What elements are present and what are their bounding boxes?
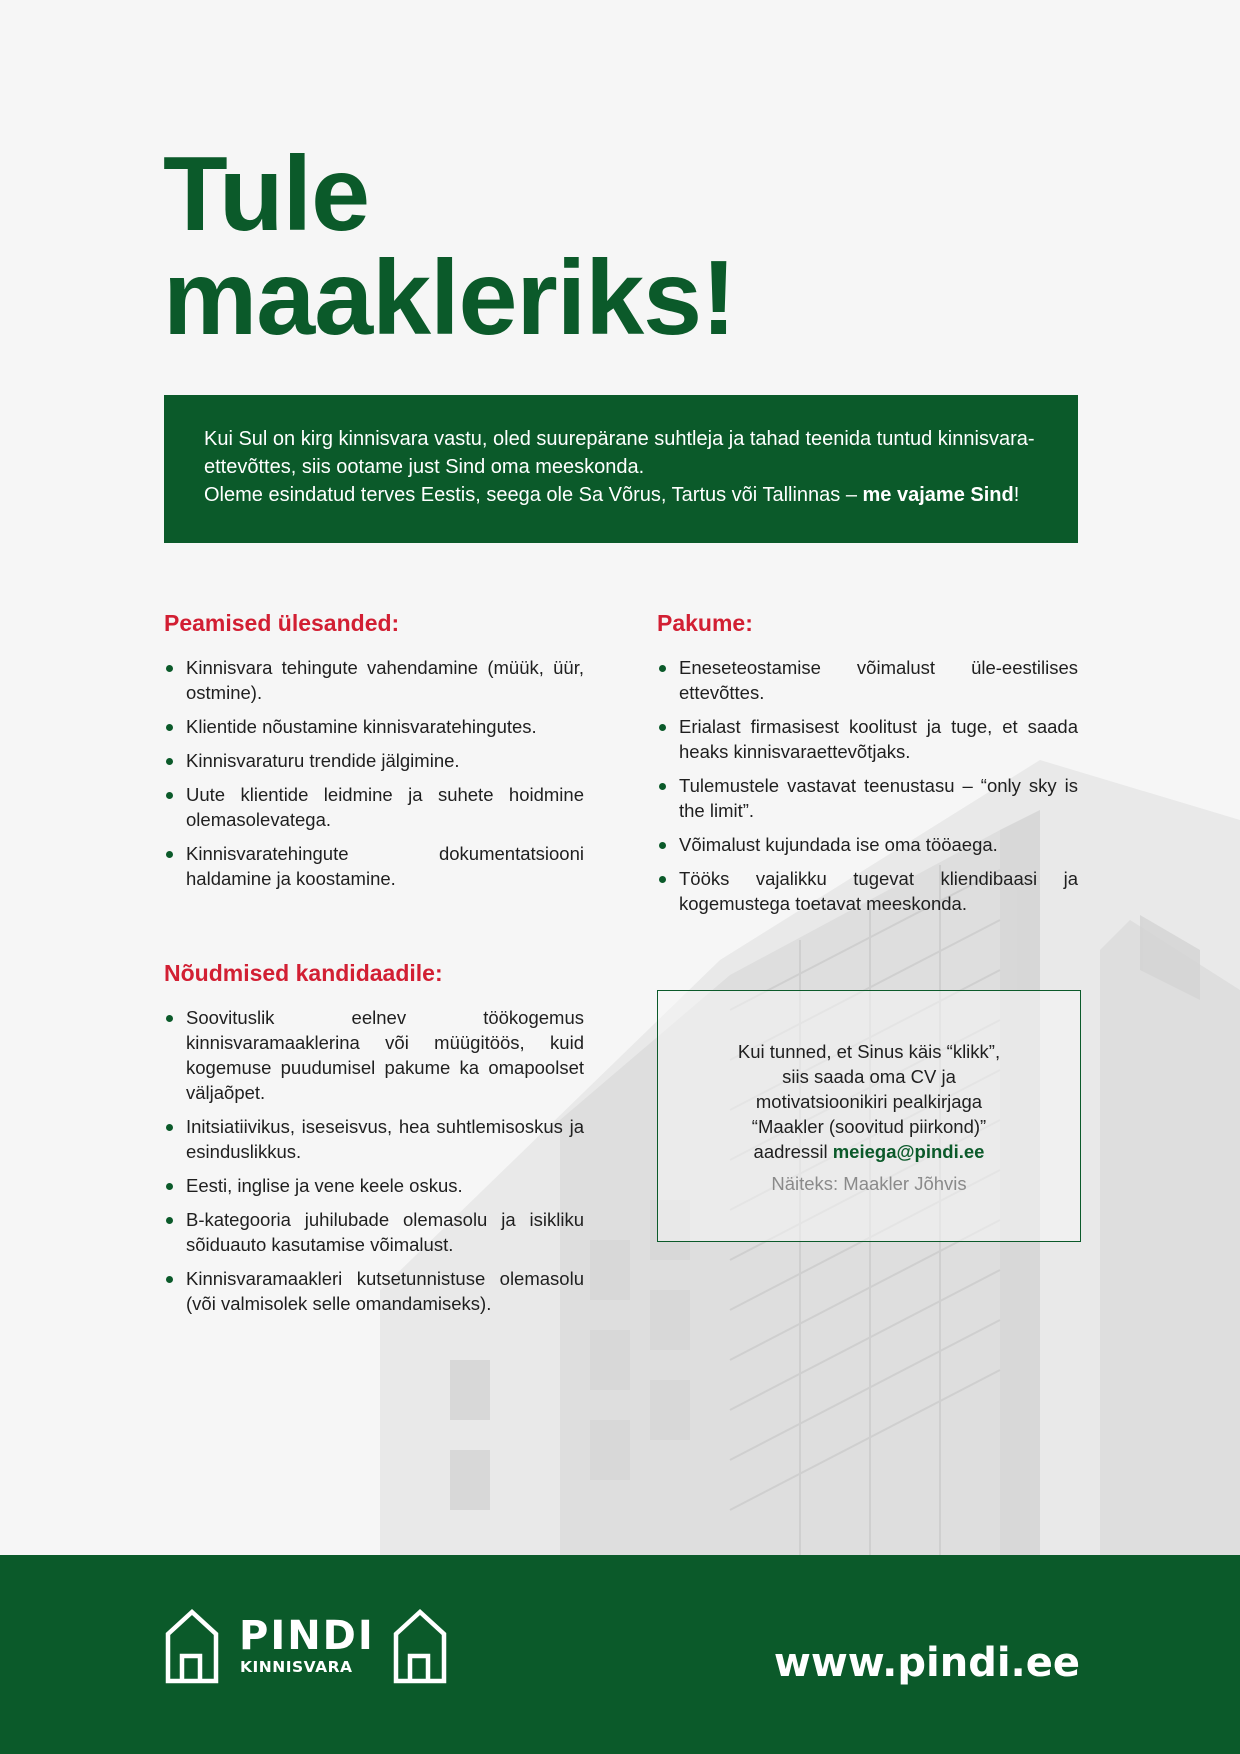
requirements-heading: Nõudmised kandidaadile: [164, 960, 443, 986]
intro-paragraph-2 [204, 481, 1038, 509]
headline-line-1: Tule [163, 135, 370, 253]
apply-example: Näiteks: Maakler Jõhvis [771, 1173, 967, 1194]
apply-line-3: motivatsioonikiri pealkirjaga [755, 1091, 983, 1112]
footer-bar [0, 1555, 1240, 1754]
website-link[interactable]: www.pindi.ee [773, 1640, 1080, 1686]
list-item: Võimalust kujundada ise oma tööaega. [657, 832, 1078, 857]
list-item: Kinnisvaramaakleri kutsetunnistuse olemasolu (või valmisolek selle omandamiseks). [164, 1266, 584, 1316]
list-item: Eesti, inglise ja vene keele oskus. [164, 1173, 584, 1198]
list-item: Erialast firmasisest koolitust ja tuge, et saada heaks kinnisvaraettevõtjaks. [657, 714, 1078, 764]
list-item: Uute klientide leidmine ja suhete hoidmine olemasolevatega. [164, 782, 584, 832]
tasks-list [164, 655, 584, 891]
logo-brand-subtitle: KINNISVARA [240, 1658, 353, 1676]
intro-box [164, 395, 1078, 543]
intro-exclamation: ! [1013, 484, 1020, 506]
requirements-list [164, 1005, 584, 1316]
tasks-heading: Peamised ülesanded: [164, 610, 400, 636]
list-item: Tulemustele vastavat teenustasu – “only sky is the limit”. [657, 773, 1078, 823]
page-headline [163, 135, 736, 357]
headline-line-2: maakleriks! [163, 239, 736, 357]
email-link[interactable]: meiega@pindi.ee [832, 1141, 985, 1162]
apply-line-1: Kui tunned, et Sinus käis “klikk”, [737, 1041, 1001, 1062]
offer-heading: Pakume: [657, 610, 753, 636]
apply-line-2: siis saada oma CV ja [782, 1066, 956, 1087]
requirements-section [164, 960, 584, 1325]
pindi-logo[interactable] [165, 1608, 455, 1688]
apply-box [657, 990, 1081, 1242]
offer-list [657, 655, 1078, 916]
house-icon [393, 1608, 447, 1684]
list-item: Klientide nõustamine kinnisvaratehingutes. [164, 714, 584, 739]
intro-emphasis: me vajame Sind [862, 484, 1014, 506]
intro-paragraph-2-text: Oleme esindatud terves Eestis, seega ole Sa Võrus, Tartus või Tallinnas – [204, 484, 863, 506]
list-item: Eneseteostamise võimalust üle-eestilises ettevõttes. [657, 655, 1078, 705]
tasks-section [164, 610, 584, 900]
list-item: Tööks vajalikku tugevat kliendibaasi ja kogemustega toetavat meeskonda. [657, 866, 1078, 916]
logo-brand-name: PINDI [239, 1613, 375, 1659]
list-item: Kinnisvaratehingute dokumentatsiooni haldamine ja koostamine. [164, 841, 584, 891]
house-icon [165, 1608, 219, 1684]
list-item: Kinnisvara tehingute vahendamine (müük, üür, ostmine). [164, 655, 584, 705]
apply-address-line [658, 1139, 1080, 1164]
list-item: Kinnisvaraturu trendide jälgimine. [164, 748, 584, 773]
list-item: Soovituslik eelnev töökogemus kinnisvaramaaklerina või müügitöös, kuid kogemuse puudumisel pakume ka omapoolset väljaõpet. [164, 1005, 584, 1105]
list-item: Initsiatiivikus, iseseisvus, hea suhtlemisoskus ja esinduslikkus. [164, 1114, 584, 1164]
apply-address-prefix: aadressil [753, 1141, 833, 1162]
apply-subject: “Maakler (soovitud piirkond)” [751, 1116, 987, 1137]
offer-section [657, 610, 1078, 925]
list-item: B-kategooria juhilubade olemasolu ja isikliku sõiduauto kasutamise võimalust. [164, 1207, 584, 1257]
intro-paragraph-1: Kui Sul on kirg kinnisvara vastu, oled suurepärane suhtleja ja tahad teenida tuntud kinnisvara-ettevõttes, siis ootame just Sind oma meeskonda. [204, 428, 1035, 478]
